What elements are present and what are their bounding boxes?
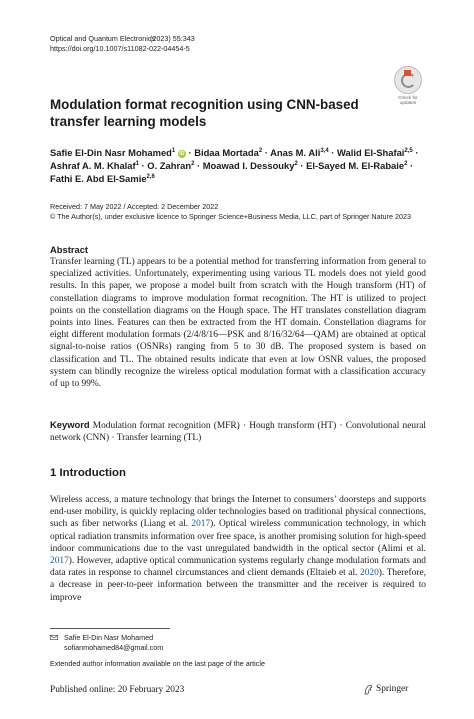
author-list <box>50 146 430 186</box>
author-separator: · <box>185 147 195 158</box>
author-name[interactable]: Safie El-Din Nasr Mohamed <box>50 147 172 158</box>
abstract-heading: Abstract <box>50 244 89 255</box>
paragraph-text: ). Optical wireless communication technology, in which optical radiation transmits information over free space, is another promising solution for high-speed indoor communications due to the vast unregulated bandwidth in the optical sector (Alimi et al. <box>50 519 426 554</box>
corresponding-author-email[interactable]: sofianmohamed84@gmail.com <box>64 643 164 652</box>
author-name[interactable]: Ashraf A. M. Khalaf <box>50 160 136 172</box>
author-affiliation: 2 <box>191 161 195 168</box>
author-affiliation: 1 <box>135 161 139 168</box>
journal-reference: (2023) 55:343 <box>150 34 195 43</box>
article-title: Modulation format recognition using CNN-based transfer learning models <box>50 97 359 129</box>
citation-link[interactable]: 2017 <box>191 519 211 530</box>
author-name[interactable]: El-Sayed M. El-Rabaie <box>306 160 405 172</box>
author-name[interactable]: Moawad I. Dessouky <box>202 160 295 172</box>
author-separator: · <box>262 147 271 158</box>
paragraph-text: ). However, adaptive optical communication systems regularly change modulation formats and data rates in response to channel circumstances and client demands (Eltaieb et al. <box>50 556 426 579</box>
author-affiliation: 2 <box>294 161 298 168</box>
check-updates-label: Check for updates <box>398 95 418 105</box>
publisher-name: Springer <box>376 684 409 694</box>
abstract-text: Transfer learning (TL) appears to be a potential method for transferring information from general to specialized activities. Unfortunately, experimenting using various TL models does not yield good results. In this paper, we propose a model built from scratch with the Hough transform (HT) of constellation diagrams to improve modulation format recognition. The HT is utilized to project points on the constellation diagrams on the Hough space. The HT translates constellation diagram points into lines. Features can then be extracted from the HT domain. Constellation diagrams for eight different modulation formats (2/4/8/16—PSK and 8/16/32/64—QAM) are obtained at optical signal-to-noise ratios (OSNRs) ranging from 5 to 30 dB. The proposed system is based on classification and TL. The obtained results indicate that even at low OSNR values, the proposed system can blindly recognize the wireless optical modulation format with a classification accuracy of up to 99%. <box>50 257 426 390</box>
keywords <box>50 419 426 444</box>
author-separator: · <box>194 160 203 172</box>
author-affiliation: 2,5 <box>404 147 413 154</box>
paragraph-text: ). Therefore, a decrease in peer-to-peer information between the transmitter and the receiver is required to improve <box>50 568 426 603</box>
author-affiliation: 3,4 <box>320 147 329 154</box>
check-for-updates-badge[interactable] <box>392 66 424 106</box>
author-separator: · <box>138 160 148 172</box>
copyright-notice: © The Author(s), under exclusive licence to Springer Science+Business Media, LLC, part of Springer Nature 2023 <box>50 212 411 221</box>
author-separator: · <box>297 160 307 172</box>
introduction-text <box>50 494 426 604</box>
journal-name: Optical and Quantum Electronics <box>50 34 156 43</box>
citation-link[interactable]: 2017 <box>50 556 69 567</box>
received-accepted-dates: Received: 7 May 2022 / Accepted: 2 December 2022 <box>50 202 219 211</box>
published-date: Published online: 20 February 2023 <box>50 685 185 695</box>
author-name[interactable]: Walid El-Shafai <box>337 147 405 158</box>
author-name[interactable]: Bidaa Mortada <box>194 147 259 158</box>
author-affiliation: 2,6 <box>146 174 155 181</box>
author-separator: · <box>407 160 414 172</box>
keywords-label: Keyword <box>50 419 90 430</box>
author-name[interactable]: Anas M. Ali <box>270 147 321 158</box>
author-separator: · <box>412 147 419 158</box>
check-updates-icon <box>394 66 422 94</box>
author-name[interactable]: Fathi E. Abd El-Samie <box>50 173 147 185</box>
doi-link[interactable]: https://doi.org/10.1007/s11082-022-04454-5 <box>50 44 190 53</box>
footnote-divider <box>50 628 170 629</box>
extended-info-note: Extended author information available on the last page of the article <box>50 659 265 668</box>
author-separator: · <box>328 147 338 158</box>
corresponding-author-name: Safie El-Din Nasr Mohamed <box>64 633 154 642</box>
orcid-icon[interactable]: iD <box>179 151 185 157</box>
keywords-text: Modulation format recognition (MFR) · Hough transform (HT) · Convolutional neural network (CNN) · Transfer learning (TL) <box>50 421 426 444</box>
author-affiliation: 1 <box>171 147 176 154</box>
section-heading-introduction: 1 Introduction <box>50 467 126 479</box>
springer-horse-icon <box>363 684 374 695</box>
paragraph-text: Wireless access, a mature technology that brings the Internet to consumers’ doorsteps and supports end-user mobility, is quickly replacing older technologies based on traditional physical connections, such as fiber networks (Liang et al. <box>50 495 426 530</box>
author-affiliation: 2 <box>404 161 408 168</box>
author-name[interactable]: O. Zahran <box>147 160 192 172</box>
citation-link[interactable]: 2020 <box>360 568 379 579</box>
author-affiliation: 2 <box>258 147 263 154</box>
